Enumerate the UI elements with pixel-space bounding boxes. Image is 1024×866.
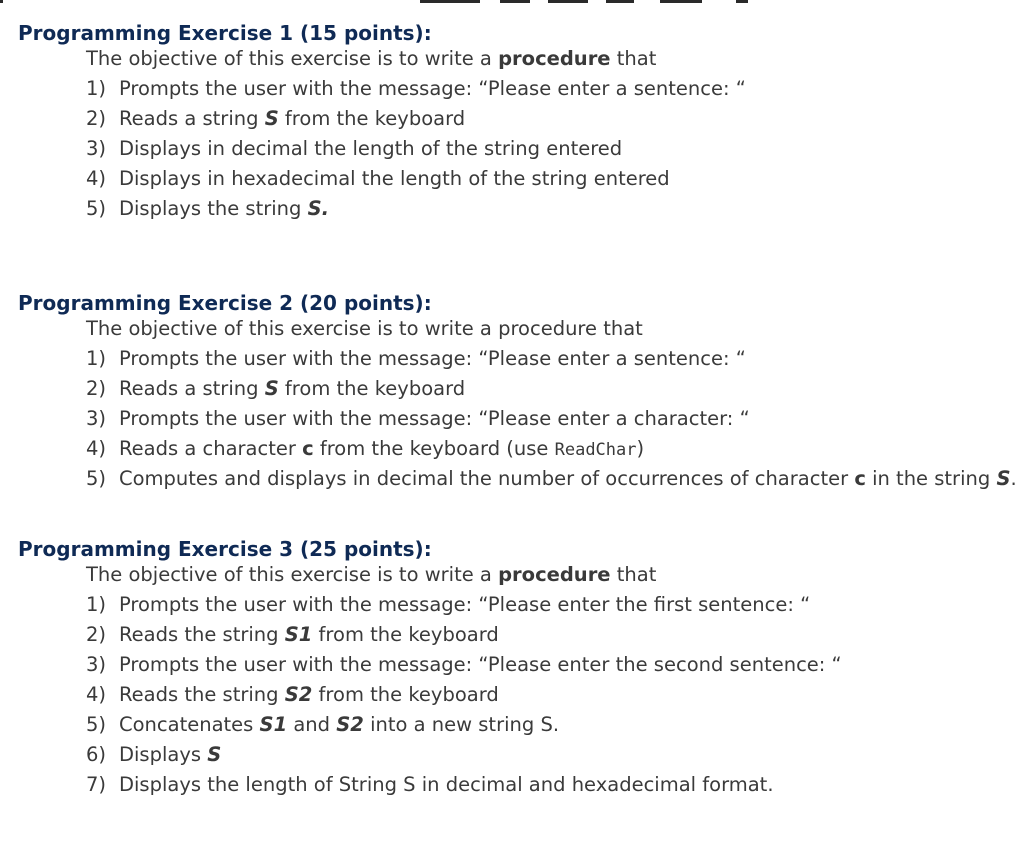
step-item: 5) Concatenates S1 and S2 into a new string S.	[86, 713, 560, 736]
exercise-heading: Programming Exercise 3 (25 points):	[18, 537, 432, 561]
exercise-heading: Programming Exercise 2 (20 points):	[18, 291, 432, 315]
step-item: 1) Prompts the user with the message: “Please enter a sentence: “	[86, 77, 746, 100]
exercise-heading: Programming Exercise 1 (15 points):	[18, 21, 432, 45]
step-item: 1) Prompts the user with the message: “Please enter the first sentence: “	[86, 593, 811, 616]
step-item: 2) Reads a string S from the keyboard	[86, 377, 466, 400]
step-item: 3) Prompts the user with the message: “Please enter the second sentence: “	[86, 653, 842, 676]
step-item: 7) Displays the length of String S in decimal and hexadecimal format.	[86, 773, 774, 796]
step-item: 4) Reads the string S2 from the keyboard	[86, 683, 499, 706]
step-item: 1) Prompts the user with the message: “Please enter a sentence: “	[86, 347, 746, 370]
exercise-intro: The objective of this exercise is to write a procedure that	[86, 563, 657, 586]
variable-s: S	[264, 107, 279, 130]
step-item: 5) Computes and displays in decimal the number of occurrences of character c in the string S.	[86, 467, 1017, 490]
steps-list	[86, 77, 746, 227]
variable-s: S	[996, 467, 1011, 490]
exercise-intro: The objective of this exercise is to write a procedure that	[86, 47, 657, 70]
step-item: 4) Reads a character c from the keyboard (use ReadChar)	[86, 437, 645, 460]
step-item: 3) Displays in decimal the length of the string entered	[86, 137, 623, 160]
variable-s2: S2	[284, 683, 313, 706]
variable-s: S	[264, 377, 279, 400]
cropped-previous-line	[0, 0, 1024, 5]
readchar-code: ReadChar	[554, 440, 637, 460]
procedure-keyword: procedure	[498, 47, 611, 70]
step-item: 2) Reads a string S from the keyboard	[86, 107, 466, 130]
variable-s: S.	[307, 197, 330, 220]
variable-s1: S1	[259, 713, 288, 736]
procedure-keyword: procedure	[498, 563, 611, 586]
variable-s2: S2	[336, 713, 364, 736]
variable-c: c	[302, 437, 314, 460]
step-item: 2) Reads the string S1 from the keyboard	[86, 623, 499, 646]
step-item: 6) Displays S	[86, 743, 222, 766]
step-item: 4) Displays in hexadecimal the length of the string entered	[86, 167, 670, 190]
variable-c: c	[854, 467, 866, 490]
steps-list	[86, 347, 1017, 497]
step-item: 3) Prompts the user with the message: “Please enter a character: “	[86, 407, 750, 430]
variable-s1: S1	[284, 623, 313, 646]
steps-list	[86, 593, 842, 803]
exercise-intro: The objective of this exercise is to write a procedure that	[86, 317, 643, 340]
step-item: 5) Displays the string S.	[86, 197, 330, 220]
variable-s: S	[207, 743, 222, 766]
